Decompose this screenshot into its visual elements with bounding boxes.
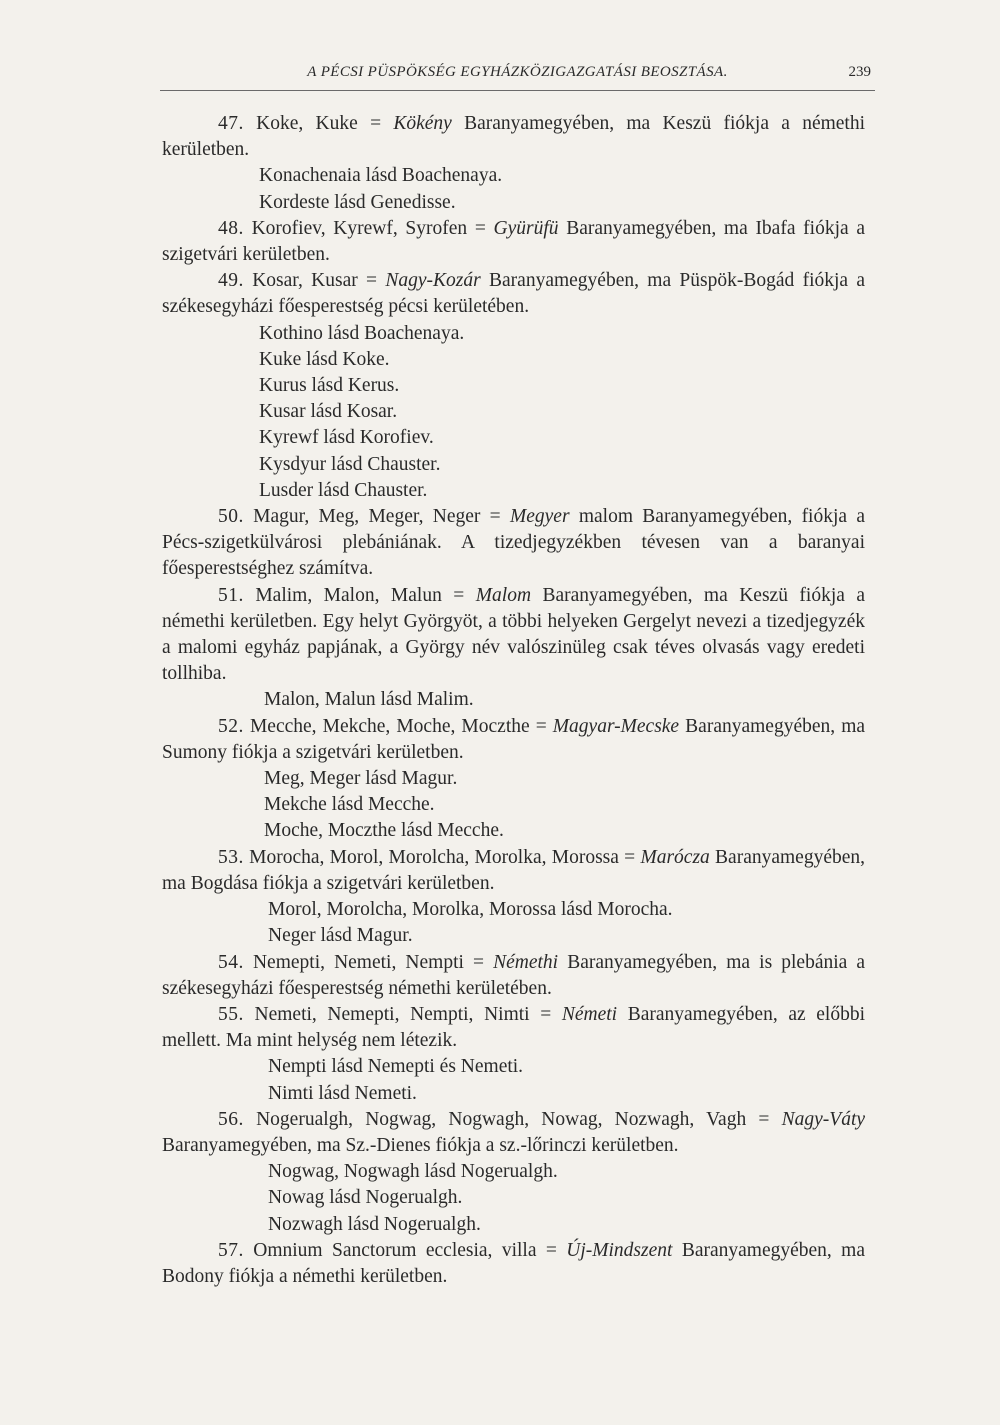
entry-50: 50. Magur, Meg, Meger, Neger = Megyer malom Baranyamegyében, fiókja a Pécs-szigetkülvárosi plebániának. A tizedjegyzékben tévesen van a baranyai főesperestséghez számítva. (162, 506, 865, 580)
place-name: Új-Mindszent (566, 1239, 673, 1261)
running-title: A PÉCSI PÜSPÖKSÉG EGYHÁZKÖZIGAZGATÁSI BEOSZTÁSA. (307, 64, 728, 80)
cross-reference: Konachenaia lásd Boachenaya. (259, 165, 503, 187)
cross-reference: Nowag lásd Nogerualgh. (268, 1187, 463, 1209)
cross-reference: Neger lásd Magur. (268, 925, 413, 947)
cross-reference: Kusar lásd Kosar. (259, 401, 398, 423)
entry-52: 52. Mecche, Mekche, Moche, Moczthe = Magyar-Mecske Baranyamegyében, ma Sumony fiókja a szigetvári kerületben. (162, 715, 866, 763)
place-name: Németi (561, 1003, 618, 1025)
cross-reference: Nimti lásd Nemeti. (268, 1082, 417, 1104)
place-name: Malom (475, 584, 532, 606)
place-name: Nagy-Kozár (385, 270, 481, 292)
entry-48: 48. Korofiev, Kyrewf, Syrofen = Gyürüfü Baranyamegyében, ma Ibafa fiókja a szigetvári kerületben. (162, 217, 866, 266)
place-name: Megyer (509, 506, 570, 528)
cross-reference: Kurus lásd Kerus. (259, 375, 400, 397)
cross-reference: Malon, Malun lásd Malim. (264, 689, 474, 711)
cross-reference: Mekche lásd Mecche. (264, 794, 435, 816)
entry-51: 51. Malim, Malon, Malun = Malom Baranyamegyében, ma Keszü fiókja a némethi kerületben. Egy helyt Györgyöt, a többi helyeken Gergelyt nevezi a tizedjegyzék a malomi egyház papjának, a György név valószinüleg csak téves olvasás vagy eredeti tollhiba. (162, 584, 866, 685)
cross-reference: Meg, Meger lásd Magur. (264, 768, 458, 790)
cross-reference: Kyrewf lásd Korofiev. (259, 427, 434, 449)
cross-reference: Kuke lásd Koke. (259, 348, 390, 370)
cross-reference: Nogwag, Nogwagh lásd Nogerualgh. (268, 1161, 558, 1183)
cross-reference: Nempti lásd Nemepti és Nemeti. (268, 1056, 524, 1078)
page-number: 239 (848, 64, 871, 80)
cross-reference: Nozwagh lásd Nogerualgh. (268, 1213, 481, 1235)
cross-reference: Kysdyur lásd Chauster. (259, 453, 441, 475)
place-name: Nagy-Váty (781, 1108, 866, 1130)
cross-reference: Moche, Moczthe lásd Mecche. (264, 820, 504, 842)
entry-55: 55. Nemeti, Nemepti, Nempti, Nimti = Németi Baranyamegyében, az előbbi mellett. Ma mint helység nem létezik. (162, 1003, 866, 1052)
body-text (162, 111, 865, 1290)
entry-54: 54. Nemepti, Nemeti, Nempti = Némethi Baranyamegyében, ma is plebánia a székesegyházi főesperestség némethi kerületében. (162, 951, 866, 999)
running-head (160, 60, 875, 91)
entry-47: 47. Koke, Kuke = Kökény Baranyamegyében, ma Keszü fiókja a némethi kerületben. (162, 113, 866, 161)
entry-57: 57. Omnium Sanctorum ecclesia, villa = Új-Mindszent Baranyamegyében, ma Bodony fiókja a némethi kerületben. (162, 1239, 865, 1287)
entry-56: 56. Nogerualgh, Nogwag, Nogwagh, Nowag, Nozwagh, Vagh = Nagy-Váty Baranyamegyében, ma Sz.-Dienes fiókja a sz.-lőrinczi kerületben. (162, 1108, 866, 1156)
cross-reference: Morol, Morolcha, Morolka, Morossa lásd Morocha. (268, 899, 673, 921)
place-name: Gyürüfü (493, 217, 559, 239)
entry-53: 53. Morocha, Morol, Morolcha, Morolka, Morossa = Maróczа Baranyamegyében, ma Bogdása fiókja a szigetvári kerületben. (162, 846, 866, 894)
cross-reference: Lusder lásd Chauster. (259, 479, 428, 501)
entry-49: 49. Kosar, Kusar = Nagy-Kozár Baranyamegyében, ma Püspök-Bogád fiókja a székesegyházi főesperestség pécsi kerületében. (162, 270, 866, 318)
place-name: Kökény (393, 113, 452, 134)
place-name: Némethi (493, 951, 559, 973)
cross-reference: Kordeste lásd Genedisse. (259, 191, 456, 213)
place-name: Magyar-Mecske (552, 715, 680, 737)
cross-reference: Kothino lásd Boachenaya. (259, 322, 465, 344)
place-name: Maróczа (640, 846, 710, 868)
